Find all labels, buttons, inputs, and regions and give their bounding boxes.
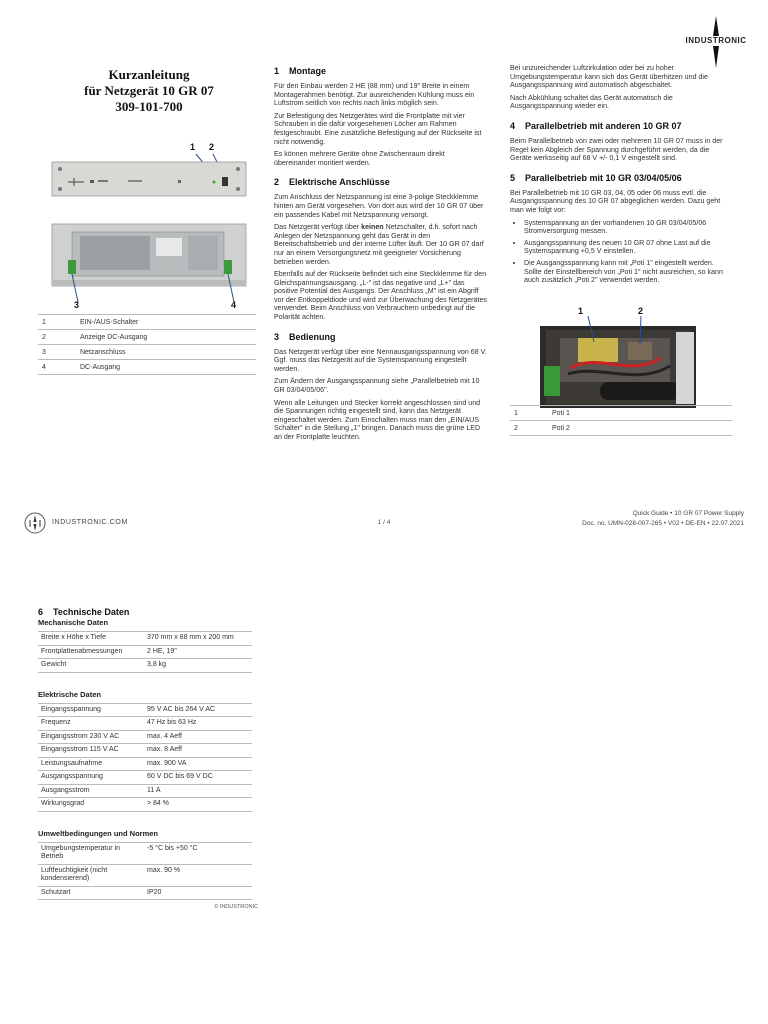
mech-data-title: Mechanische Daten bbox=[38, 618, 109, 627]
overheat-para-1: Bei unzureichender Luftzirkulation oder bei zu hoher Umgebungstemperatur kann sich das Gerät überhitzen und die Ausgangsspannung wird automatisch abgeschaltet. bbox=[510, 64, 708, 90]
table-row: Ausgangsspannung 60 V DC bis 69 V DC bbox=[38, 771, 252, 785]
table-row: Eingangsspannung 95 V AC bis 264 V AC bbox=[38, 703, 252, 717]
section-3-para-2: Zum Ändern der Ausgangsspannung siehe „Parallelbetrieb mit 10 GR 03/04/05/06". bbox=[274, 377, 480, 395]
table-row: 3 Netzanschluss bbox=[38, 345, 256, 360]
section-4-heading: 4 Parallelbetrieb mit anderen 10 GR 07 bbox=[510, 120, 682, 131]
table-row: 2 Anzeige DC-Ausgang bbox=[38, 330, 256, 345]
section-2-para-2: Das Netzgerät verfügt über keinen Netzschalter, d.h. sofort nach Anlegen der Netzspannung geht das Gerät in den Bereitschaftsbetrieb und der interne Lüfter läuft. Der 10 GR 07 darf nur an einem Versorgungsnetz mit geeigneter Vorsicherung betrieben werden. bbox=[274, 223, 484, 266]
section-2-para-1: Zum Anschluss der Netzspannung ist eine 3-polige Steckklemme hinten am Gerät vorgesehen. Von dort aus wird der 10 GR 07 über ein passendes Kabel mit Netzspannung versorgt. bbox=[274, 193, 484, 219]
section-1-para-1: Für den Einbau werden 2 HE (88 mm) und 19" Breite in einem Montagerahmen benötigt. Zur ausreichenden Kühlung muss ein Luftstrom seitlich von rechts nach links möglich sein. bbox=[274, 82, 475, 108]
table-row: 4 DC-Ausgang bbox=[38, 360, 256, 375]
device-figure bbox=[38, 140, 248, 312]
title-line-1: Kurzanleitung bbox=[108, 67, 190, 82]
legend-table-device bbox=[38, 314, 256, 375]
section-5-intro: Bei Parallelbetrieb mit 10 GR 03, 04, 05 oder 06 muss evtl. die Ausgangsspannung des 10 GR 07 abgeglichen werden. Dazu geht man wie folgt vor: bbox=[510, 188, 721, 214]
column-middle bbox=[274, 66, 488, 446]
section-3-heading: 3 Bedienung bbox=[274, 331, 336, 342]
section-1-heading: 1 Montage bbox=[274, 66, 326, 76]
footer-doc-title: Quick Guide • 10 GR 07 Power Supply bbox=[632, 510, 744, 517]
callout-2: 2 bbox=[209, 142, 215, 152]
callout-3: 3 bbox=[74, 300, 80, 310]
table-row: Schutzart IP20 bbox=[38, 886, 252, 900]
column-right bbox=[510, 64, 732, 288]
brand-logo bbox=[676, 14, 756, 70]
title-line-3: 309-101-700 bbox=[115, 99, 183, 114]
mech-data-table bbox=[38, 631, 252, 673]
table-row: Ausgangsstrom 11 A bbox=[38, 784, 252, 798]
section-6-heading: 6 Technische Daten bbox=[38, 607, 130, 617]
brand-name: INDUSTRONIC bbox=[685, 36, 747, 45]
table-row: Frontplattenabmessungen 2 HE, 19" bbox=[38, 645, 252, 659]
poti-callout-1: 1 bbox=[578, 306, 584, 316]
list-item: • Ausgangsspannung des neuen 10 GR 07 ohne Last auf die Systemspannung +0,5 V einstellen. bbox=[524, 239, 732, 256]
table-row: 1 Poti 1 bbox=[510, 406, 732, 421]
table-row: 2 Poti 2 bbox=[510, 421, 732, 436]
callout-4: 4 bbox=[231, 300, 237, 310]
elec-data-title: Elektrische Daten bbox=[38, 689, 101, 699]
table-row: Wirkungsgrad > 84 % bbox=[38, 798, 252, 812]
footer bbox=[24, 508, 744, 538]
table-row: Breite x Höhe x Tiefe 370 mm x 88 mm x 200 mm bbox=[38, 632, 252, 646]
table-row: Frequenz 47 Hz bis 63 Hz bbox=[38, 717, 252, 731]
poti-figure bbox=[540, 308, 696, 408]
section-2-heading: 2 Elektrische Anschlüsse bbox=[274, 177, 390, 188]
section-1-para-3: Es können mehrere Geräte ohne Zwischenraum direkt übereinander montiert werden. bbox=[274, 150, 445, 167]
section-5-heading: 5 Parallelbetrieb mit 10 GR 03/04/05/06 bbox=[510, 172, 682, 183]
section-3-para-1: Das Netzgerät verfügt über eine Nennausgangsspannung von 68 V. Ggf. muss das Netzgerät auf die Systemspannung eingestellt werden. bbox=[274, 347, 487, 373]
section-2-para-3: Ebenfalls auf der Rückseite befindet sich eine Steckklemme für den Gleichspannungsausgang. „L-" ist das negative und „L+" das positive Potential des Ausgangs. Der Anschluss „M" ist ein Abgriff vor der Entkoppeldiode und wird zur Überwachung des Netzgerätes verwendet. Beim Anschluss von Verbrauchern unbedingt auf die Polarität achten. bbox=[274, 270, 487, 322]
tech-data-section bbox=[38, 607, 258, 910]
table-row: Leistungsaufnahme max. 900 VA bbox=[38, 757, 252, 771]
table-row: Eingangsstrom 230 V AC max. 4 Aeff bbox=[38, 730, 252, 744]
table-row: Eingangsstrom 115 V AC max. 8 Aeff bbox=[38, 744, 252, 758]
list-item: • Die Ausgangsspannung kann mit „Poti 1" eingestellt werden. Sollte der Einstellbereich von „Poti 1" nicht ausreichen, so kann auch zusätzlich „Poti 2" verwendet werden. bbox=[524, 259, 732, 285]
footer-website: INDUSTRONIC.COM bbox=[52, 519, 128, 526]
section-4-para-1: Beim Parallelbetrieb von zwei oder mehreren 10 GR 07 muss in der Regel kein Abgleich der Spannung durchgeführt werden, da die Geräte werksseitig auf 68 V +/- 0,1 V eingestellt sind. bbox=[510, 136, 723, 163]
env-data-title: Umweltbedingungen und Normen bbox=[38, 828, 158, 838]
copyright: © INDUSTRONIC bbox=[214, 904, 258, 910]
title-line-2: für Netzgerät 10 GR 07 bbox=[84, 83, 214, 98]
table-row: Gewicht 3,8 kg bbox=[38, 659, 252, 673]
env-data-table bbox=[38, 842, 252, 901]
poti-callout-2: 2 bbox=[638, 306, 644, 316]
table-row: 1 EIN-/AUS-Schalter bbox=[38, 315, 256, 330]
overheat-para-2: Nach Abkühlung schaltet das Gerät automatisch die Ausgangsspannung wieder ein. bbox=[510, 93, 673, 111]
elec-data-table bbox=[38, 703, 252, 812]
list-item: • Systemspannung an der vorhandenen 10 GR 03/04/05/06 Stromversorgung messen. bbox=[524, 219, 732, 236]
section-5-steps bbox=[510, 219, 732, 285]
footer-doc-number: Doc. no. UMN-028-007-265 • V02 • DE-EN • 22.07.2021 bbox=[582, 520, 744, 527]
footer-page-number: 1 / 4 bbox=[377, 519, 391, 526]
section-1-para-2: Zur Befestigung des Netzgerätes wird die Frontplatte mit vier Schrauben in die dafür vorgesehenen Löcher am Rahmen festgeschraubt. Eine zusätzliche Befestigung auf der Rückseite ist nicht notwendig. bbox=[274, 111, 482, 146]
table-row: Luftfeuchtigkeit (nicht kondensierend) max. 90 % bbox=[38, 864, 252, 886]
section-3-para-3: Wenn alle Leitungen und Stecker korrekt angeschlossen sind und die Spannungen richtig eingestellt sind, kann das Netzgerät eingeschaltet werden. Zum Einschalten muss man den „EIN/AUS Schalter" in die Stellung „1" bringen. Danach muss die grüne LED an der Frontplatte leuchten. bbox=[274, 398, 481, 441]
document-title bbox=[40, 67, 258, 115]
callout-1: 1 bbox=[190, 142, 196, 152]
legend-table-poti bbox=[510, 405, 732, 436]
footer-logo-icon bbox=[24, 512, 46, 534]
table-row: Umgebungstemperatur in Betrieb -5 °C bis +50 °C bbox=[38, 842, 252, 864]
